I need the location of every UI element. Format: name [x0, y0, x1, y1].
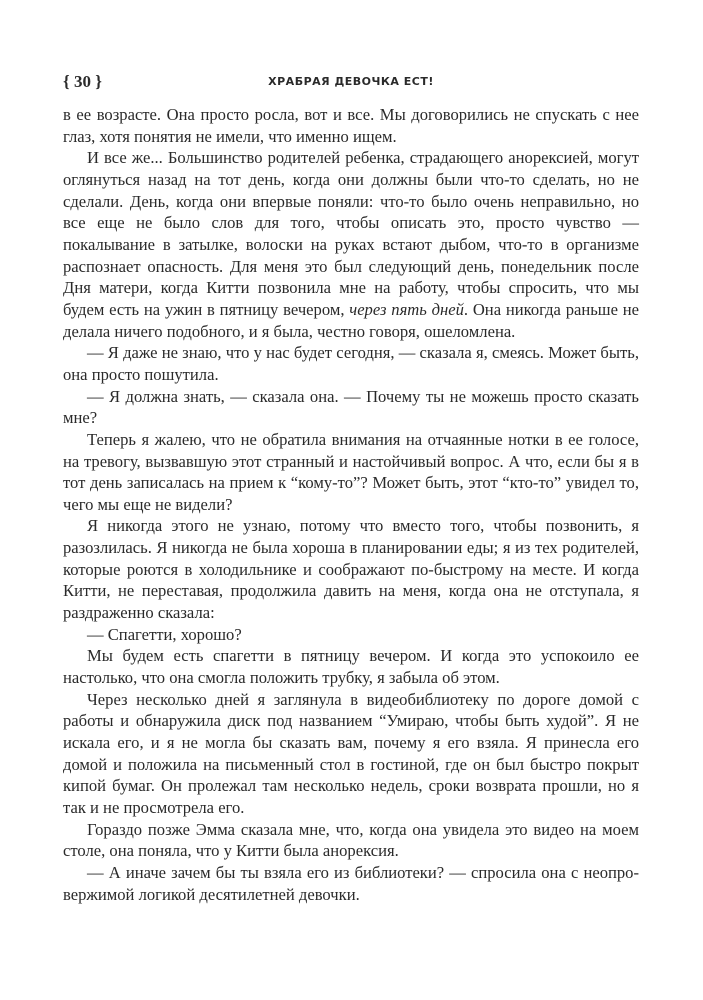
running-head — [63, 72, 639, 92]
page-number: { 30 } — [63, 72, 102, 91]
paragraph: Через несколько дней я заглянула в видеобиблиотеку по дороге домой с работы и обнаружила диск под названием “Умираю, чтобы быть худой”. Я не искала его, и я не могла бы сказать вам, почему я его взяла. Я принесла его домой и положила на письменный стол в гостиной, где он был быстро покрыт кипой бумаг. Он пролежал там несколько недель, сроки возврата прошли, но я так и не просмотрела его. — [63, 689, 639, 817]
paragraph: — Спагетти, хорошо? — [87, 624, 242, 644]
paragraph: — А иначе зачем бы ты взяла его из библиотеки? — спросила она с неопровержимой логикой десятилетней девочки. — [63, 862, 639, 904]
paragraph-text: И все же... Большинство родителей ребенка, страдающего анорексией, могут оглянуться назад на тот день, когда они должны были что-то сделать, но не сделали. День, когда они впервые поняли: что-то было очень неправильно, но все еще не было слов для того, чтобы описать это, просто чувство — покалывание в затылке, волоски на руках встают дыбом, что-то в организме распознает опасность. Для меня это был следующий день, понедельник после Дня матери, когда Китти позвонила мне на работу, чтобы спросить, что мы будем есть на ужин в пятницу вечером, — [63, 148, 639, 319]
body-text — [63, 104, 639, 905]
paragraph — [63, 147, 639, 342]
paragraph-text-tail: . Она никогда раньше не делала ничего подобного, и я была, честно говоря, ошеломлена. — [63, 299, 639, 341]
italic-phrase: через пять дней — [349, 299, 464, 319]
book-title: ХРАБРАЯ ДЕВОЧКА ЕСТ! — [268, 75, 434, 88]
paragraph: Гораздо позже Эмма сказала мне, что, когда она увидела это видео на моем столе, она поняла, что у Китти была анорексия. — [63, 819, 639, 861]
paragraph: — Я должна знать, — сказала она. — Почему ты не можешь просто сказать мне? — [63, 386, 639, 428]
paragraph: в ее возрасте. Она просто росла, вот и все. Мы договорились не спускать с нее глаз, хотя понятия не имели, что именно ищем. — [63, 105, 639, 146]
paragraph: Я никогда этого не узнаю, потому что вместо того, чтобы позвонить, я разозлилась. Я никогда не была хороша в планировании еды; я из тех родителей, которые роются в холодильнике и соображают по-быстрому на месте. И когда Китти, не переставая, продолжила давить на меня, когда она не отступала, я раздраженно сказала: — [63, 516, 639, 623]
paragraph: Теперь я жалею, что не обратила внимания на отчаянные нотки в ее голосе, на тревогу, вызвавшую этот странный и настойчивый вопрос. А что, если бы я в тот день записалась на прием к “кому-то”? Может быть, этот “кто-то” увидел то, чего мы еще не видели? — [63, 429, 639, 514]
paragraph: Мы будем есть спагетти в пятницу вечером. И когда это успокоило ее настолько, что она смогла положить трубку, я забыла об этом. — [63, 646, 639, 688]
paragraph: — Я даже не знаю, что у нас будет сегодня, — сказала я, смеясь. Может быть, она просто пошутила. — [63, 343, 639, 384]
